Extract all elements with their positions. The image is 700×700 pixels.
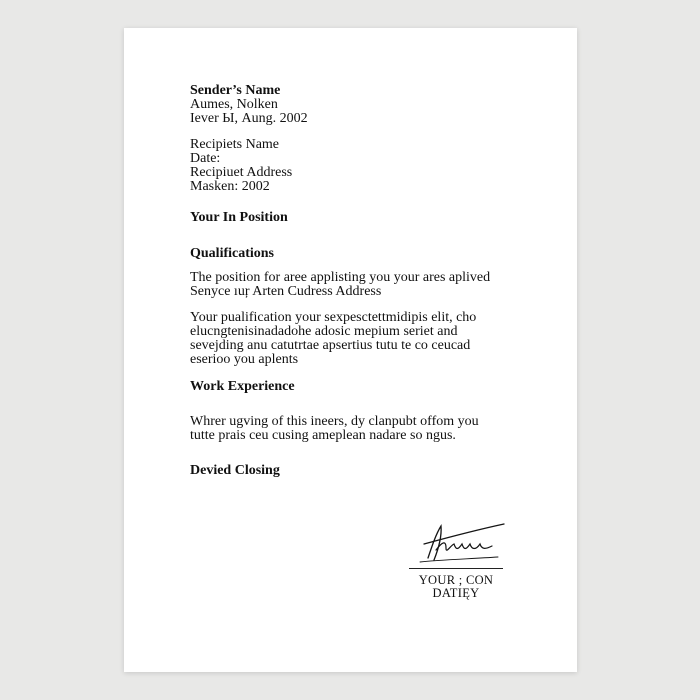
letter-body (190, 84, 520, 478)
qualifications-paragraph-1 (190, 271, 520, 299)
qualifications-paragraph-2 (190, 311, 520, 367)
position-section (190, 211, 520, 225)
closing-heading: Devied Closing (190, 463, 280, 478)
letter-page (124, 28, 577, 672)
recipient-line: Date: (190, 151, 221, 166)
paragraph-line: Senyce ıuŗ Arten Cudress Address (190, 284, 382, 299)
sender-line: Aumes, Nolken (190, 97, 278, 112)
work-experience-heading: Work Experience (190, 379, 295, 394)
qualifications-heading: Qualifications (190, 246, 275, 261)
signature-caption (406, 574, 506, 600)
paragraph-line: tutte prais ceu cusing ameplean nadare so ngus. (190, 428, 456, 443)
work-experience-section (190, 380, 520, 394)
paragraph-line: sevejding anu catutrtae apsertius tutu te co ceucad (190, 338, 471, 353)
closing-section (190, 464, 520, 478)
recipient-line: Recipiets Name (190, 137, 280, 152)
sender-block (190, 84, 520, 126)
signature-block (406, 516, 506, 600)
signature-caption-line: DATIĘY (432, 586, 480, 600)
recipient-block (190, 138, 520, 194)
qualifications-section (190, 247, 520, 261)
signature-mark (406, 516, 506, 568)
paragraph-line: The position for aree applisting you your ares aplived (190, 270, 491, 285)
sender-heading: Sender’s Name (190, 83, 281, 98)
paragraph-line: eserioo you aplents (190, 352, 299, 367)
position-heading: Your In Position (190, 210, 288, 225)
paragraph-line: Whrer ugving of this ineers, dy clanpubt offom you (190, 414, 479, 429)
signature-rule (409, 568, 503, 569)
paragraph-line: Your pualification your sexpesctettmidipis elit, cho (190, 310, 477, 325)
sender-line: Iever Ы, Aung. 2002 (190, 111, 308, 126)
recipient-line: Masken: 2002 (190, 179, 270, 194)
recipient-line: Recipiuet Address (190, 165, 293, 180)
work-experience-paragraph (190, 415, 520, 443)
paragraph-line: elucngtenisinadadohe adosic mepium seriet and (190, 324, 458, 339)
signature-caption-line: YOUR ; CON (418, 573, 494, 587)
